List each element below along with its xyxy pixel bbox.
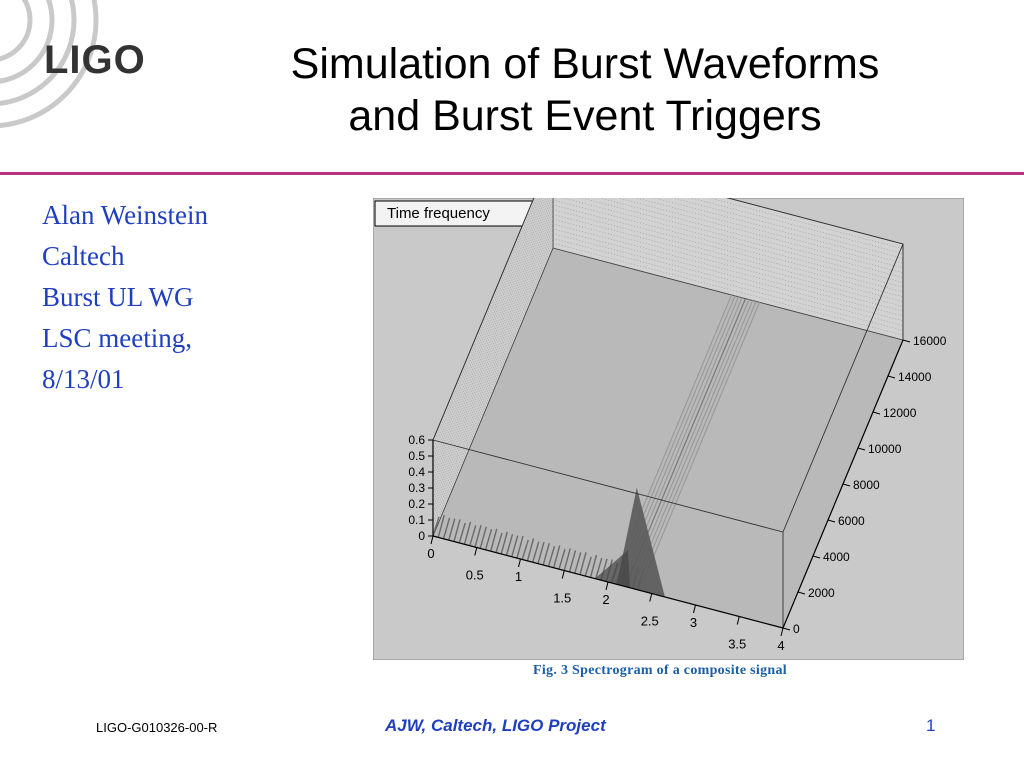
- x-tick-label: 0.5: [465, 567, 484, 583]
- document-id: LIGO-G010326-00-R: [96, 720, 218, 735]
- figure-caption: Fig. 3 Spectrogram of a composite signal: [533, 663, 787, 678]
- slide-title: [190, 38, 980, 142]
- y-tick-label: 14000: [898, 370, 932, 384]
- y-tick-label: 6000: [838, 514, 865, 528]
- z-tick-label: 0.5: [408, 449, 425, 463]
- y-tick-label: 2000: [808, 586, 835, 600]
- y-tick-label: 4000: [823, 550, 850, 564]
- footer-credit: AJW, Caltech, LIGO Project: [385, 716, 606, 735]
- z-tick-label: 0.1: [408, 513, 425, 527]
- spectrogram-figure: [373, 198, 964, 660]
- x-tick-label: 0: [427, 546, 435, 561]
- z-tick-label: 0.3: [408, 481, 425, 495]
- author-block: [42, 195, 208, 400]
- x-tick-label: 3.5: [728, 636, 747, 652]
- author-affiliation: Caltech: [42, 241, 125, 271]
- page-number: 1: [926, 716, 936, 735]
- x-tick-label: 3: [689, 615, 698, 630]
- chart-title-box: [375, 201, 533, 226]
- y-tick-label: 8000: [853, 478, 880, 492]
- ligo-logo: [0, 0, 200, 150]
- author-group: Burst UL WG: [42, 282, 194, 312]
- x-tick-label: 4: [777, 638, 785, 653]
- y-tick-label: 10000: [868, 442, 902, 456]
- z-tick-label: 0.4: [408, 465, 425, 479]
- y-tick-label: 12000: [883, 406, 917, 420]
- z-tick-label: 0.2: [408, 497, 425, 511]
- z-tick-label: 0.6: [408, 433, 425, 447]
- title-line-2: and Burst Event Triggers: [348, 92, 822, 140]
- logo-wordmark: LIGO: [44, 38, 146, 82]
- z-tick-label: 0: [418, 529, 425, 543]
- y-tick-label: 0: [793, 622, 800, 636]
- x-tick-label: 1.5: [553, 590, 572, 606]
- y-tick-label: 16000: [913, 334, 947, 348]
- author-name: Alan Weinstein: [42, 200, 209, 230]
- title-line-1: Simulation of Burst Waveforms: [290, 40, 880, 88]
- x-tick-label: 2.5: [640, 613, 659, 629]
- x-tick-label: 1: [514, 569, 523, 584]
- title-divider: [0, 172, 1024, 175]
- spectrogram-chart: [373, 198, 964, 660]
- chart-title: Time frequency: [387, 205, 490, 222]
- x-tick-label: 2: [602, 592, 610, 607]
- author-meeting: LSC meeting,: [42, 323, 192, 353]
- author-date: 8/13/01: [42, 364, 125, 394]
